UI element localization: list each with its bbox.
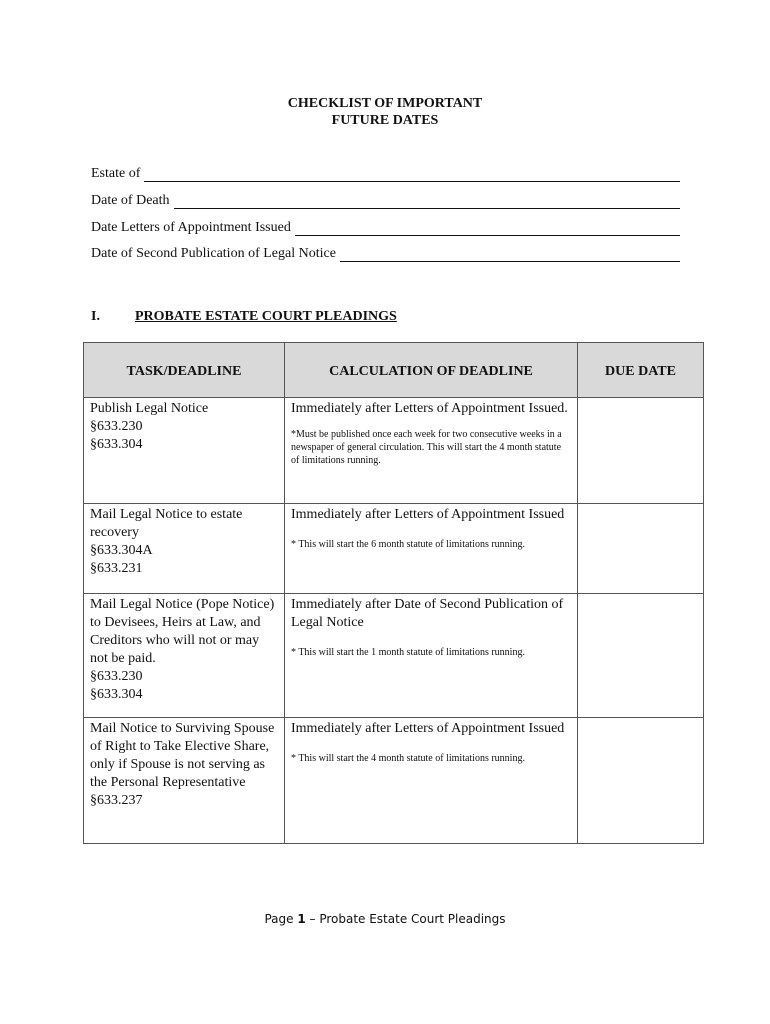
- letters-issued-label: Date Letters of Appointment Issued: [91, 220, 291, 235]
- task-name: Mail Notice to Surviving Spouse of Right to Take Elective Share, only if Spouse is not serving as the Personal Representative: [90, 721, 275, 790]
- statute-ref: §633.304A: [90, 543, 153, 558]
- footer-page-number: 1: [297, 912, 306, 926]
- statute-ref: §633.230: [90, 669, 143, 684]
- table-row: [84, 594, 704, 718]
- header-calculation: CALCULATION OF DEADLINE: [285, 343, 578, 398]
- calculation-text: Immediately after Letters of Appointment Issued: [291, 507, 565, 522]
- second-publication-blank[interactable]: [340, 247, 680, 262]
- table-row: [84, 398, 704, 504]
- header-due-date: DUE DATE: [578, 343, 704, 398]
- task-cell: [84, 594, 285, 718]
- calculation-cell: [285, 718, 578, 844]
- statute-ref: §633.230: [90, 419, 143, 434]
- calculation-text: Immediately after Date of Second Publication of Legal Notice: [291, 597, 564, 630]
- table-row: [84, 504, 704, 594]
- calculation-cell: [285, 594, 578, 718]
- estate-of-label: Estate of: [91, 166, 141, 181]
- due-date-cell[interactable]: [578, 504, 704, 594]
- header-task: TASK/DEADLINE: [84, 343, 285, 398]
- calculation-text: Immediately after Letters of Appointment Issued.: [291, 401, 568, 416]
- section-number: I.: [91, 309, 100, 324]
- task-name: Publish Legal Notice: [90, 401, 209, 416]
- calculation-note: * This will start the 4 month statute of limitations running.: [291, 753, 525, 764]
- task-name: Mail Legal Notice (Pope Notice) to Devisees, Heirs at Law, and Creditors who will not or may not be paid.: [90, 597, 275, 666]
- calculation-cell: [285, 504, 578, 594]
- statute-ref: §633.237: [90, 793, 143, 808]
- letters-issued-blank[interactable]: [295, 221, 680, 236]
- letters-issued-field[interactable]: [91, 218, 680, 236]
- section-heading: [91, 309, 397, 325]
- statute-ref: §633.304: [90, 437, 143, 452]
- section-title: PROBATE ESTATE COURT PLEADINGS: [135, 309, 397, 324]
- task-cell: [84, 398, 285, 504]
- calculation-text: Immediately after Letters of Appointment Issued: [291, 721, 565, 736]
- page-footer: [0, 912, 770, 926]
- footer-prefix: Page: [264, 912, 298, 926]
- statute-ref: §633.231: [90, 561, 143, 576]
- statute-ref: §633.304: [90, 687, 143, 702]
- calculation-cell: [285, 398, 578, 504]
- estate-of-field[interactable]: [91, 164, 680, 182]
- calculation-note: * This will start the 6 month statute of limitations running.: [291, 539, 525, 550]
- task-cell: [84, 718, 285, 844]
- second-publication-field[interactable]: [91, 244, 680, 262]
- title-line-1: CHECKLIST OF IMPORTANT: [287, 96, 483, 111]
- date-of-death-blank[interactable]: [174, 194, 680, 209]
- date-of-death-field[interactable]: [91, 191, 680, 209]
- calculation-note: * This will start the 1 month statute of limitations running.: [291, 647, 525, 658]
- due-date-cell[interactable]: [578, 718, 704, 844]
- estate-of-blank[interactable]: [144, 167, 680, 182]
- task-name: Mail Legal Notice to estate recovery: [90, 507, 243, 540]
- due-date-cell[interactable]: [578, 594, 704, 718]
- footer-suffix: – Probate Estate Court Pleadings: [305, 912, 506, 926]
- second-publication-label: Date of Second Publication of Legal Notice: [91, 246, 336, 261]
- deadline-table: [83, 342, 704, 844]
- table-header-row: [84, 343, 704, 398]
- calculation-note: *Must be published once each week for two consecutive weeks in a newspaper of general circulation. This will start the 4 month statute of limitations running.: [291, 429, 562, 466]
- title-line-2: FUTURE DATES: [331, 113, 439, 128]
- task-cell: [84, 504, 285, 594]
- table-row: [84, 718, 704, 844]
- due-date-cell[interactable]: [578, 398, 704, 504]
- date-of-death-label: Date of Death: [91, 193, 170, 208]
- document-title: [0, 95, 770, 129]
